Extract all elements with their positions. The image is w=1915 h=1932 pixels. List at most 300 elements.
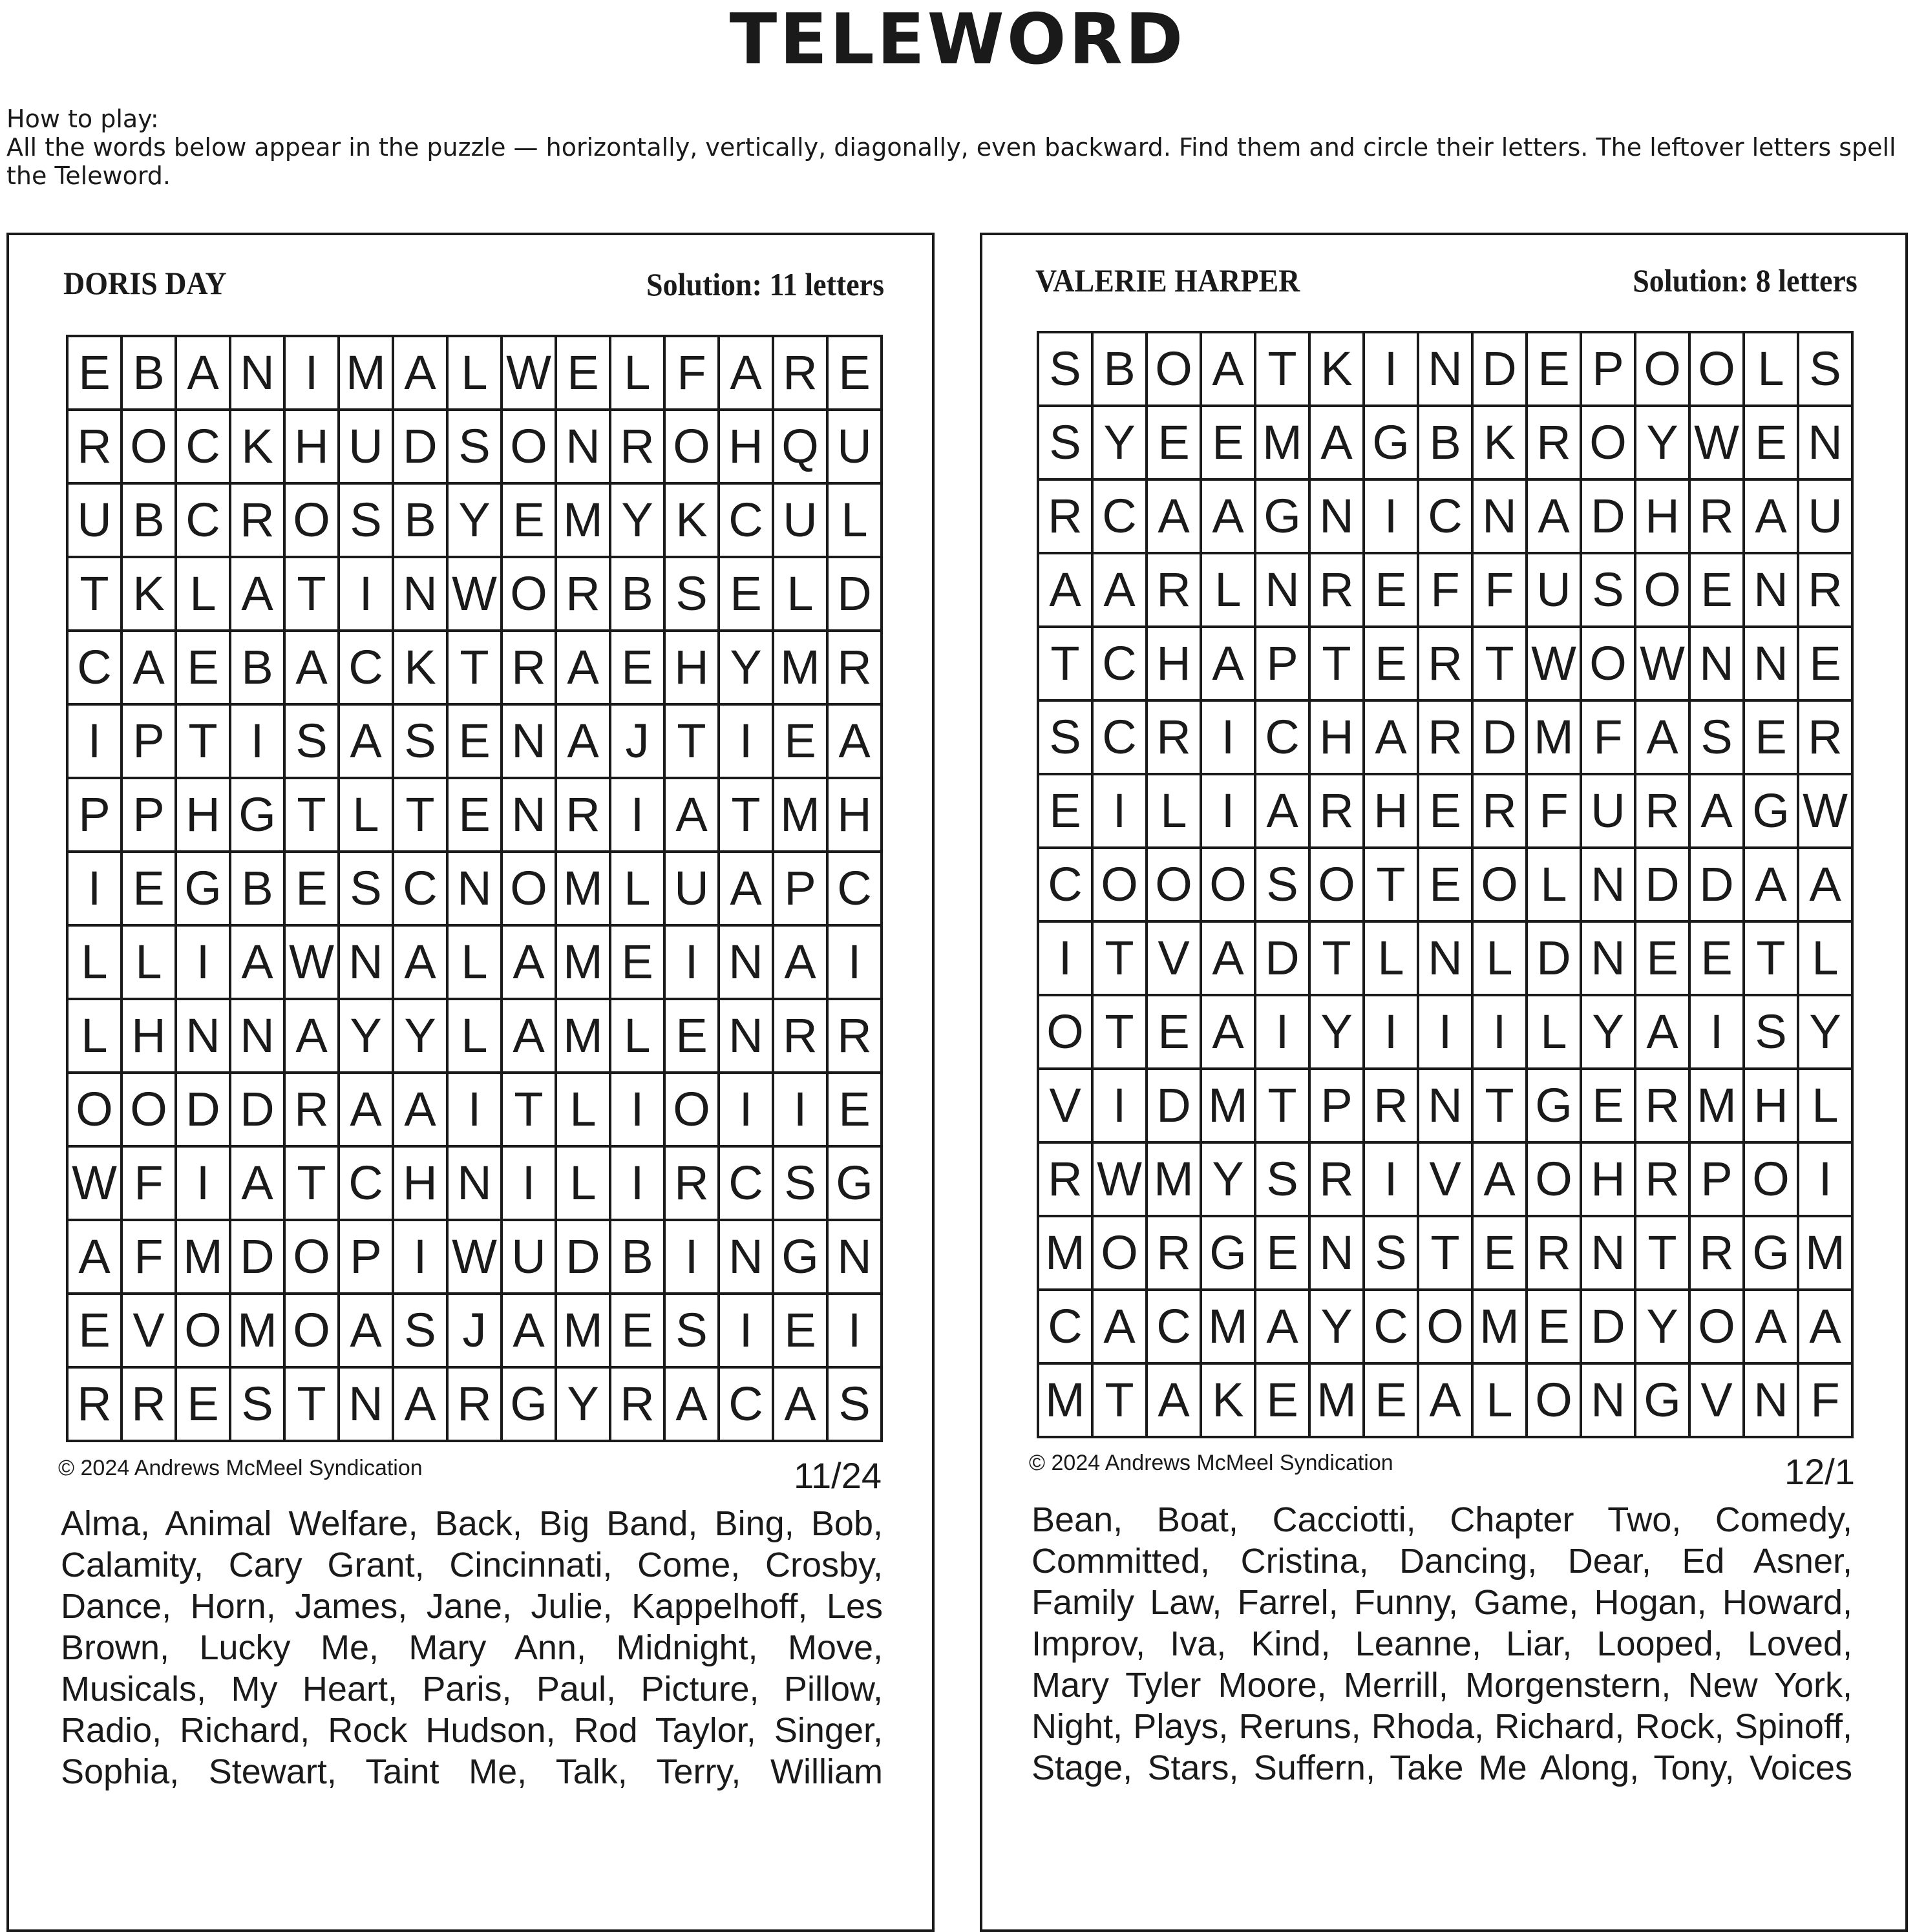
grid-cell[interactable]: N xyxy=(1582,923,1636,996)
grid-cell[interactable]: I xyxy=(1365,996,1419,1070)
grid-cell[interactable]: N xyxy=(394,558,449,632)
grid-cell[interactable]: N xyxy=(1799,407,1854,481)
grid-cell[interactable]: E xyxy=(503,485,557,558)
grid-cell[interactable]: G xyxy=(503,1369,557,1442)
grid-cell[interactable]: R xyxy=(1528,1217,1582,1291)
grid-cell[interactable]: L xyxy=(774,558,829,632)
grid-cell[interactable]: O xyxy=(69,1074,123,1148)
grid-cell[interactable]: E xyxy=(449,706,503,779)
grid-cell[interactable]: C xyxy=(1094,628,1148,702)
grid-cell[interactable]: M xyxy=(231,1295,286,1369)
grid-cell[interactable]: U xyxy=(1582,775,1636,849)
grid-cell[interactable]: I xyxy=(449,1074,503,1148)
grid-cell[interactable]: H xyxy=(1365,775,1419,849)
grid-cell[interactable]: M xyxy=(557,1000,611,1074)
grid-cell[interactable]: I xyxy=(1365,333,1419,407)
grid-cell[interactable]: D xyxy=(231,1221,286,1295)
grid-cell[interactable]: G xyxy=(829,1148,883,1221)
grid-cell[interactable]: L xyxy=(1745,333,1799,407)
grid-cell[interactable]: P xyxy=(123,706,177,779)
grid-cell[interactable]: C xyxy=(177,485,231,558)
grid-cell[interactable]: C xyxy=(720,485,774,558)
grid-cell[interactable]: J xyxy=(611,706,666,779)
grid-cell[interactable]: O xyxy=(1148,849,1202,923)
grid-cell[interactable]: K xyxy=(394,632,449,706)
grid-cell[interactable]: E xyxy=(1148,407,1202,481)
grid-cell[interactable]: C xyxy=(1039,1291,1094,1365)
grid-cell[interactable]: H xyxy=(1148,628,1202,702)
grid-cell[interactable]: R xyxy=(1419,702,1474,775)
grid-cell[interactable]: I xyxy=(829,1295,883,1369)
grid-cell[interactable]: F xyxy=(1474,554,1528,628)
grid-cell[interactable]: M xyxy=(1691,1070,1745,1144)
grid-cell[interactable]: E xyxy=(1528,1291,1582,1365)
grid-cell[interactable]: A xyxy=(1256,1291,1311,1365)
grid-cell[interactable]: M xyxy=(557,927,611,1000)
grid-cell[interactable]: M xyxy=(774,779,829,853)
grid-cell[interactable]: K xyxy=(1474,407,1528,481)
grid-cell[interactable]: R xyxy=(1799,554,1854,628)
grid-cell[interactable]: M xyxy=(1202,1070,1256,1144)
grid-cell[interactable]: U xyxy=(774,485,829,558)
grid-cell[interactable]: I xyxy=(1202,775,1256,849)
grid-cell[interactable]: O xyxy=(1745,1144,1799,1217)
grid-cell[interactable]: C xyxy=(1094,481,1148,554)
grid-cell[interactable]: M xyxy=(1202,1291,1256,1365)
grid-cell[interactable]: L xyxy=(449,1000,503,1074)
grid-cell[interactable]: W xyxy=(1799,775,1854,849)
grid-cell[interactable]: N xyxy=(1311,481,1365,554)
grid-cell[interactable]: I xyxy=(340,558,394,632)
grid-cell[interactable]: T xyxy=(449,632,503,706)
grid-cell[interactable]: S xyxy=(340,485,394,558)
grid-cell[interactable]: A xyxy=(720,853,774,927)
grid-cell[interactable]: W xyxy=(449,1221,503,1295)
grid-cell[interactable]: L xyxy=(340,779,394,853)
grid-cell[interactable]: R xyxy=(449,1369,503,1442)
grid-cell[interactable]: E xyxy=(611,1295,666,1369)
grid-cell[interactable]: N xyxy=(1691,628,1745,702)
grid-cell[interactable]: E xyxy=(1256,1365,1311,1438)
grid-cell[interactable]: R xyxy=(829,1000,883,1074)
grid-cell[interactable]: E xyxy=(1202,407,1256,481)
grid-cell[interactable]: T xyxy=(1474,1070,1528,1144)
grid-cell[interactable]: B xyxy=(123,337,177,411)
grid-cell[interactable]: W xyxy=(449,558,503,632)
grid-cell[interactable]: W xyxy=(1528,628,1582,702)
grid-cell[interactable]: L xyxy=(1799,1070,1854,1144)
grid-cell[interactable]: J xyxy=(449,1295,503,1369)
grid-cell[interactable]: N xyxy=(449,1148,503,1221)
grid-cell[interactable]: M xyxy=(1311,1365,1365,1438)
grid-cell[interactable]: L xyxy=(1474,1365,1528,1438)
grid-cell[interactable]: R xyxy=(1365,1070,1419,1144)
grid-cell[interactable]: A xyxy=(1202,996,1256,1070)
grid-cell[interactable]: E xyxy=(1365,628,1419,702)
grid-cell[interactable]: A xyxy=(1691,775,1745,849)
grid-cell[interactable]: Y xyxy=(1636,407,1691,481)
grid-cell[interactable]: S xyxy=(1745,996,1799,1070)
grid-cell[interactable]: T xyxy=(69,558,123,632)
grid-cell[interactable]: N xyxy=(557,411,611,485)
grid-cell[interactable]: P xyxy=(1256,628,1311,702)
grid-cell[interactable]: A xyxy=(666,1369,720,1442)
grid-cell[interactable]: I xyxy=(666,1221,720,1295)
grid-cell[interactable]: F xyxy=(1582,702,1636,775)
grid-cell[interactable]: L xyxy=(611,337,666,411)
grid-cell[interactable]: S xyxy=(231,1369,286,1442)
grid-cell[interactable]: A xyxy=(1636,702,1691,775)
grid-cell[interactable]: V xyxy=(123,1295,177,1369)
grid-cell[interactable]: N xyxy=(1311,1217,1365,1291)
grid-cell[interactable]: B xyxy=(123,485,177,558)
grid-cell[interactable]: E xyxy=(1745,407,1799,481)
grid-cell[interactable]: A xyxy=(1094,1291,1148,1365)
grid-cell[interactable]: N xyxy=(1745,628,1799,702)
grid-cell[interactable]: T xyxy=(666,706,720,779)
grid-cell[interactable]: H xyxy=(394,1148,449,1221)
grid-cell[interactable]: A xyxy=(1311,407,1365,481)
grid-cell[interactable]: U xyxy=(1528,554,1582,628)
grid-cell[interactable]: U xyxy=(829,411,883,485)
grid-cell[interactable]: T xyxy=(1311,628,1365,702)
grid-cell[interactable]: T xyxy=(177,706,231,779)
grid-cell[interactable]: P xyxy=(1311,1070,1365,1144)
grid-cell[interactable]: A xyxy=(1202,333,1256,407)
grid-cell[interactable]: O xyxy=(286,485,340,558)
grid-cell[interactable]: N xyxy=(503,706,557,779)
grid-cell[interactable]: E xyxy=(774,706,829,779)
grid-cell[interactable]: S xyxy=(1256,1144,1311,1217)
grid-cell[interactable]: Y xyxy=(1202,1144,1256,1217)
grid-cell[interactable]: K xyxy=(123,558,177,632)
grid-cell[interactable]: H xyxy=(720,411,774,485)
grid-cell[interactable]: D xyxy=(829,558,883,632)
grid-cell[interactable]: V xyxy=(1419,1144,1474,1217)
grid-cell[interactable]: A xyxy=(394,1074,449,1148)
grid-cell[interactable]: A xyxy=(1148,481,1202,554)
grid-cell[interactable]: E xyxy=(557,337,611,411)
grid-cell[interactable]: R xyxy=(611,1369,666,1442)
grid-cell[interactable]: L xyxy=(1799,923,1854,996)
grid-cell[interactable]: O xyxy=(666,1074,720,1148)
grid-cell[interactable]: T xyxy=(1419,1217,1474,1291)
grid-cell[interactable]: S xyxy=(1039,407,1094,481)
grid-cell[interactable]: Y xyxy=(720,632,774,706)
grid-cell[interactable]: S xyxy=(340,853,394,927)
grid-cell[interactable]: A xyxy=(720,337,774,411)
grid-cell[interactable]: W xyxy=(1636,628,1691,702)
grid-cell[interactable]: Y xyxy=(1311,1291,1365,1365)
grid-cell[interactable]: A xyxy=(1202,481,1256,554)
grid-cell[interactable]: O xyxy=(1094,1217,1148,1291)
grid-cell[interactable]: E xyxy=(829,1074,883,1148)
grid-cell[interactable]: O xyxy=(1636,554,1691,628)
grid-cell[interactable]: B xyxy=(611,1221,666,1295)
grid-cell[interactable]: E xyxy=(1039,775,1094,849)
grid-cell[interactable]: A xyxy=(829,706,883,779)
grid-cell[interactable]: U xyxy=(69,485,123,558)
grid-cell[interactable]: S xyxy=(394,706,449,779)
grid-cell[interactable]: B xyxy=(611,558,666,632)
grid-cell[interactable]: L xyxy=(829,485,883,558)
grid-cell[interactable]: L xyxy=(449,337,503,411)
grid-cell[interactable]: A xyxy=(1202,923,1256,996)
grid-cell[interactable]: N xyxy=(1419,1070,1474,1144)
grid-cell[interactable]: T xyxy=(1365,849,1419,923)
grid-cell[interactable]: M xyxy=(1799,1217,1854,1291)
grid-cell[interactable]: A xyxy=(1094,554,1148,628)
grid-cell[interactable]: H xyxy=(1745,1070,1799,1144)
grid-cell[interactable]: F xyxy=(1799,1365,1854,1438)
grid-cell[interactable]: A xyxy=(774,1369,829,1442)
grid-cell[interactable]: D xyxy=(1582,1291,1636,1365)
grid-cell[interactable]: F xyxy=(666,337,720,411)
grid-cell[interactable]: A xyxy=(123,632,177,706)
grid-cell[interactable]: O xyxy=(123,1074,177,1148)
grid-cell[interactable]: N xyxy=(340,927,394,1000)
grid-cell[interactable]: O xyxy=(1419,1291,1474,1365)
grid-cell[interactable]: A xyxy=(231,558,286,632)
grid-cell[interactable]: L xyxy=(123,927,177,1000)
grid-cell[interactable]: E xyxy=(69,337,123,411)
grid-cell[interactable]: Y xyxy=(1636,1291,1691,1365)
grid-cell[interactable]: A xyxy=(231,1148,286,1221)
grid-cell[interactable]: L xyxy=(557,1074,611,1148)
grid-cell[interactable]: I xyxy=(720,1295,774,1369)
grid-cell[interactable]: R xyxy=(69,411,123,485)
grid-cell[interactable]: C xyxy=(340,632,394,706)
grid-cell[interactable]: M xyxy=(1148,1144,1202,1217)
grid-cell[interactable]: M xyxy=(557,1295,611,1369)
grid-cell[interactable]: R xyxy=(503,632,557,706)
grid-cell[interactable]: O xyxy=(1311,849,1365,923)
grid-cell[interactable]: D xyxy=(394,411,449,485)
grid-cell[interactable]: E xyxy=(720,558,774,632)
grid-cell[interactable]: A xyxy=(557,706,611,779)
grid-cell[interactable]: O xyxy=(1691,333,1745,407)
grid-cell[interactable]: Y xyxy=(1094,407,1148,481)
grid-cell[interactable]: I xyxy=(1094,775,1148,849)
grid-cell[interactable]: O xyxy=(1474,849,1528,923)
grid-cell[interactable]: M xyxy=(557,853,611,927)
grid-cell[interactable]: R xyxy=(1148,554,1202,628)
grid-cell[interactable]: U xyxy=(340,411,394,485)
grid-cell[interactable]: C xyxy=(177,411,231,485)
grid-cell[interactable]: E xyxy=(1799,628,1854,702)
grid-cell[interactable]: H xyxy=(123,1000,177,1074)
grid-cell[interactable]: T xyxy=(503,1074,557,1148)
grid-cell[interactable]: H xyxy=(1636,481,1691,554)
grid-cell[interactable]: S xyxy=(1799,333,1854,407)
grid-cell[interactable]: S xyxy=(1691,702,1745,775)
grid-cell[interactable]: H xyxy=(286,411,340,485)
grid-cell[interactable]: T xyxy=(1311,923,1365,996)
grid-cell[interactable]: T xyxy=(394,779,449,853)
grid-cell[interactable]: M xyxy=(1039,1217,1094,1291)
grid-cell[interactable]: D xyxy=(1256,923,1311,996)
grid-cell[interactable]: A xyxy=(394,927,449,1000)
grid-cell[interactable]: O xyxy=(286,1221,340,1295)
grid-cell[interactable]: N xyxy=(1474,481,1528,554)
grid-cell[interactable]: L xyxy=(557,1148,611,1221)
grid-cell[interactable]: R xyxy=(1691,1217,1745,1291)
grid-cell[interactable]: M xyxy=(1256,407,1311,481)
grid-cell[interactable]: I xyxy=(1474,996,1528,1070)
grid-cell[interactable]: D xyxy=(1636,849,1691,923)
grid-cell[interactable]: F xyxy=(1419,554,1474,628)
grid-cell[interactable]: R xyxy=(1528,407,1582,481)
grid-cell[interactable]: G xyxy=(1202,1217,1256,1291)
grid-cell[interactable]: B xyxy=(394,485,449,558)
grid-cell[interactable]: A xyxy=(1745,1291,1799,1365)
grid-cell[interactable]: P xyxy=(69,779,123,853)
grid-cell[interactable]: E xyxy=(1691,923,1745,996)
grid-cell[interactable]: I xyxy=(394,1221,449,1295)
grid-cell[interactable]: S xyxy=(774,1148,829,1221)
grid-cell[interactable]: A xyxy=(286,1000,340,1074)
grid-cell[interactable]: H xyxy=(1582,1144,1636,1217)
grid-cell[interactable]: I xyxy=(1691,996,1745,1070)
grid-cell[interactable]: S xyxy=(1256,849,1311,923)
grid-cell[interactable]: T xyxy=(720,779,774,853)
grid-cell[interactable]: A xyxy=(340,1074,394,1148)
grid-cell[interactable]: L xyxy=(69,927,123,1000)
grid-cell[interactable]: R xyxy=(1636,1070,1691,1144)
grid-cell[interactable]: R xyxy=(1039,1144,1094,1217)
grid-cell[interactable]: I xyxy=(1256,996,1311,1070)
grid-cell[interactable]: Y xyxy=(1582,996,1636,1070)
grid-cell[interactable]: A xyxy=(1148,1365,1202,1438)
grid-cell[interactable]: I xyxy=(503,1148,557,1221)
grid-cell[interactable]: S xyxy=(286,706,340,779)
grid-cell[interactable]: S xyxy=(1039,333,1094,407)
grid-cell[interactable]: V xyxy=(1148,923,1202,996)
grid-cell[interactable]: Y xyxy=(1799,996,1854,1070)
grid-cell[interactable]: Y xyxy=(394,1000,449,1074)
grid-cell[interactable]: I xyxy=(1365,481,1419,554)
grid-cell[interactable]: L xyxy=(69,1000,123,1074)
grid-cell[interactable]: H xyxy=(177,779,231,853)
grid-cell[interactable]: O xyxy=(123,411,177,485)
grid-cell[interactable]: O xyxy=(1528,1144,1582,1217)
grid-cell[interactable]: M xyxy=(1039,1365,1094,1438)
grid-cell[interactable]: W xyxy=(1094,1144,1148,1217)
grid-cell[interactable]: D xyxy=(1148,1070,1202,1144)
grid-cell[interactable]: N xyxy=(503,779,557,853)
grid-cell[interactable]: H xyxy=(666,632,720,706)
grid-cell[interactable]: W xyxy=(503,337,557,411)
grid-cell[interactable]: L xyxy=(611,1000,666,1074)
grid-cell[interactable]: A xyxy=(1039,554,1094,628)
grid-cell[interactable]: L xyxy=(1474,923,1528,996)
grid-cell[interactable]: M xyxy=(774,632,829,706)
grid-cell[interactable]: E xyxy=(666,1000,720,1074)
grid-cell[interactable]: T xyxy=(286,558,340,632)
grid-cell[interactable]: C xyxy=(1256,702,1311,775)
grid-cell[interactable]: E xyxy=(1474,1217,1528,1291)
grid-cell[interactable]: C xyxy=(1365,1291,1419,1365)
grid-cell[interactable]: D xyxy=(1474,702,1528,775)
grid-cell[interactable]: R xyxy=(1148,702,1202,775)
grid-cell[interactable]: I xyxy=(177,1148,231,1221)
grid-cell[interactable]: L xyxy=(1148,775,1202,849)
grid-cell[interactable]: K xyxy=(231,411,286,485)
grid-cell[interactable]: R xyxy=(666,1148,720,1221)
grid-cell[interactable]: A xyxy=(774,927,829,1000)
grid-cell[interactable]: Q xyxy=(774,411,829,485)
grid-cell[interactable]: T xyxy=(1256,1070,1311,1144)
grid-cell[interactable]: E xyxy=(177,1369,231,1442)
grid-cell[interactable]: R xyxy=(1311,775,1365,849)
grid-cell[interactable]: I xyxy=(1039,923,1094,996)
grid-cell[interactable]: I xyxy=(1419,996,1474,1070)
grid-cell[interactable]: I xyxy=(1094,1070,1148,1144)
grid-cell[interactable]: N xyxy=(720,1221,774,1295)
grid-cell[interactable]: B xyxy=(231,853,286,927)
grid-cell[interactable]: N xyxy=(1419,923,1474,996)
grid-cell[interactable]: A xyxy=(231,927,286,1000)
grid-cell[interactable]: C xyxy=(1094,702,1148,775)
grid-cell[interactable]: E xyxy=(1419,775,1474,849)
grid-cell[interactable]: N xyxy=(1582,1365,1636,1438)
grid-cell[interactable]: A xyxy=(503,1000,557,1074)
grid-cell[interactable]: E xyxy=(449,779,503,853)
grid-cell[interactable]: G xyxy=(231,779,286,853)
grid-cell[interactable]: K xyxy=(666,485,720,558)
grid-cell[interactable]: A xyxy=(666,779,720,853)
grid-cell[interactable]: N xyxy=(449,853,503,927)
grid-cell[interactable]: C xyxy=(720,1369,774,1442)
grid-cell[interactable]: A xyxy=(1365,702,1419,775)
grid-cell[interactable]: U xyxy=(503,1221,557,1295)
grid-cell[interactable]: R xyxy=(829,632,883,706)
grid-cell[interactable]: E xyxy=(611,632,666,706)
grid-cell[interactable]: R xyxy=(774,1000,829,1074)
grid-cell[interactable]: L xyxy=(1202,554,1256,628)
grid-cell[interactable]: T xyxy=(1094,923,1148,996)
grid-cell[interactable]: T xyxy=(286,779,340,853)
grid-cell[interactable]: N xyxy=(1745,554,1799,628)
grid-cell[interactable]: A xyxy=(340,1295,394,1369)
grid-cell[interactable]: R xyxy=(231,485,286,558)
grid-cell[interactable]: T xyxy=(1256,333,1311,407)
grid-cell[interactable]: R xyxy=(557,558,611,632)
grid-cell[interactable]: T xyxy=(1474,628,1528,702)
grid-cell[interactable]: R xyxy=(774,337,829,411)
grid-cell[interactable]: G xyxy=(1745,775,1799,849)
grid-cell[interactable]: A xyxy=(394,337,449,411)
grid-cell[interactable]: T xyxy=(1094,1365,1148,1438)
grid-cell[interactable]: E xyxy=(123,853,177,927)
grid-cell[interactable]: I xyxy=(611,779,666,853)
grid-cell[interactable]: B xyxy=(1094,333,1148,407)
grid-cell[interactable]: S xyxy=(1582,554,1636,628)
grid-cell[interactable]: O xyxy=(286,1295,340,1369)
grid-cell[interactable]: E xyxy=(1528,333,1582,407)
grid-cell[interactable]: O xyxy=(1148,333,1202,407)
grid-cell[interactable]: N xyxy=(720,1000,774,1074)
grid-cell[interactable]: O xyxy=(1039,996,1094,1070)
grid-cell[interactable]: Y xyxy=(1311,996,1365,1070)
grid-cell[interactable]: N xyxy=(1256,554,1311,628)
grid-cell[interactable]: Y xyxy=(611,485,666,558)
grid-cell[interactable]: A xyxy=(177,337,231,411)
grid-cell[interactable]: I xyxy=(720,706,774,779)
grid-cell[interactable]: R xyxy=(1691,481,1745,554)
grid-cell[interactable]: M xyxy=(557,485,611,558)
grid-cell[interactable]: T xyxy=(286,1148,340,1221)
